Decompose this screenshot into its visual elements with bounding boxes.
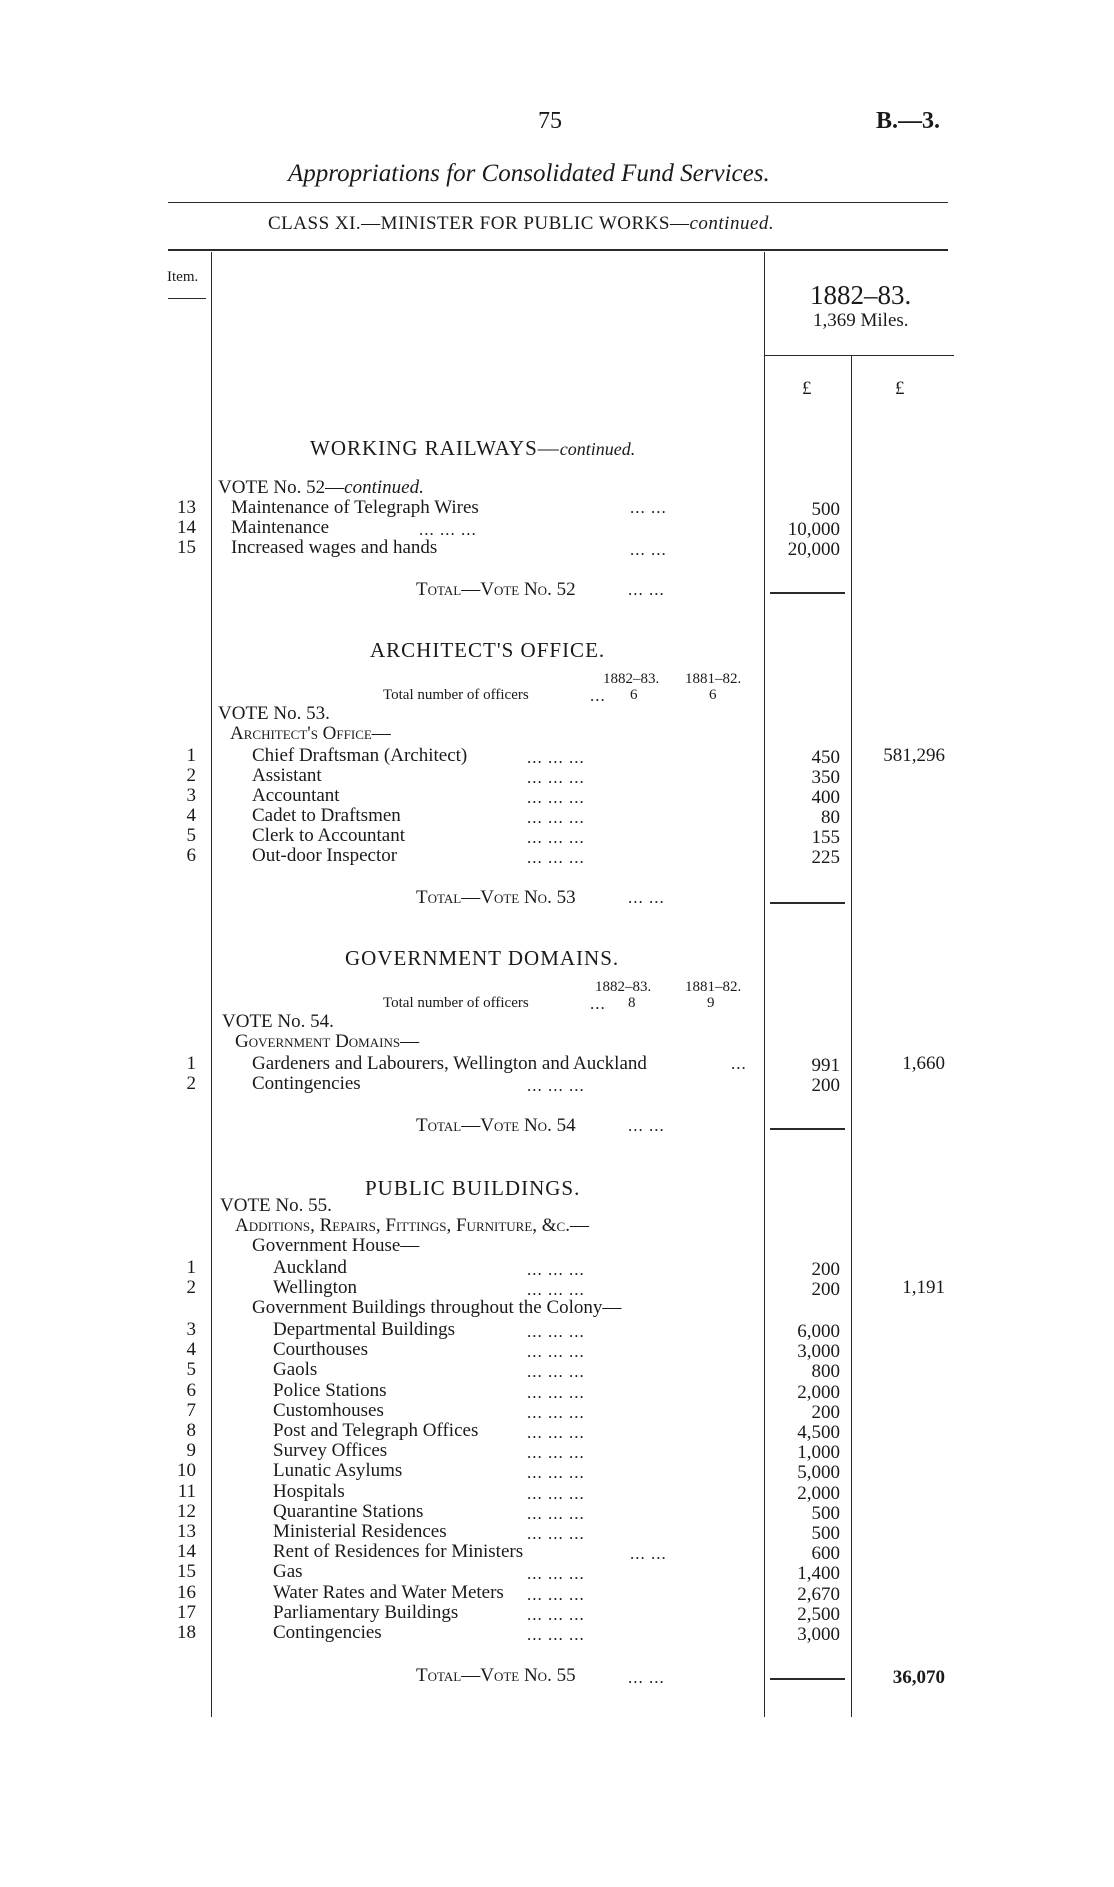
leader-dots: ... ... ... (527, 768, 585, 787)
line-item-amount: 500 (811, 1503, 840, 1524)
year-header: 1882–83. (810, 280, 912, 310)
officers-label: Total number of officers (383, 687, 529, 703)
page-number: 75 (538, 108, 562, 134)
officers-count-a: 8 (628, 995, 636, 1011)
item-number: 11 (177, 1481, 196, 1502)
line-item-label: Wellington (273, 1277, 357, 1298)
line-item-label: Hospitals (273, 1481, 345, 1502)
line-item-label: Departmental Buildings (273, 1319, 456, 1340)
item-number: 7 (186, 1400, 196, 1421)
line-item-amount: 600 (811, 1543, 840, 1564)
line-item-label: Customhouses (273, 1400, 384, 1421)
item-number: 5 (186, 1359, 196, 1380)
line-item-label: Clerk to Accountant (252, 825, 406, 846)
total-vote-55-label: Total—Vote No. 55 (416, 1665, 576, 1686)
item-number: 3 (186, 1319, 196, 1340)
item-number: 3 (186, 785, 196, 806)
leader-dots: ... ... ... (527, 1322, 585, 1341)
leader-dots: ... ... ... (527, 848, 585, 867)
currency-symbol-2: £ (895, 378, 905, 399)
line-item-amount: 800 (811, 1361, 840, 1382)
section-heading-government-domains: GOVERNMENT DOMAINS. (345, 946, 620, 970)
government-house-subhead: Government House— (252, 1235, 420, 1256)
leader-dots: ... ... ... (527, 1524, 585, 1543)
working-railways-heading-text: WORKING RAILWAYS— (310, 436, 560, 460)
leader-dots: ... ... ... (527, 1423, 585, 1442)
line-item-label: Lunatic Asylums (273, 1460, 403, 1481)
line-item-label: Gas (273, 1561, 303, 1582)
currency-symbol-1: £ (802, 378, 812, 399)
leader-dots: ... ... ... (527, 1504, 585, 1523)
government-buildings-subhead: Government Buildings throughout the Colony— (252, 1297, 622, 1318)
vote-52-continued: continued. (344, 477, 424, 498)
item-column-header: Item. (167, 269, 199, 285)
leader-dots: ... ... (630, 540, 667, 559)
leader-dots: ... (590, 994, 606, 1013)
vote-52-label: VOTE No. 52— (218, 477, 345, 498)
line-item-amount: 200 (811, 1075, 840, 1096)
item-number: 9 (186, 1440, 196, 1461)
leader-dots: ... ... ... (527, 808, 585, 827)
leader-dots: ... ... (628, 888, 665, 907)
year-label-b: 1881–82. (685, 979, 742, 995)
item-column-divider (211, 252, 212, 1717)
class-heading-text: CLASS XI.—MINISTER FOR PUBLIC WORKS— (268, 213, 690, 234)
leader-dots: ... ... ... (527, 1484, 585, 1503)
vote-55-total: 36,070 (892, 1667, 945, 1688)
item-number: 6 (186, 845, 196, 866)
public-buildings-subhead: Additions, Repairs, Fittings, Furniture, &c.— (235, 1215, 589, 1236)
vote-53-heading: VOTE No. 53. (218, 703, 330, 724)
officers-count-a: 6 (630, 687, 638, 703)
leader-dots: ... ... ... (527, 1443, 585, 1462)
line-item-label: Cadet to Draftsmen (252, 805, 401, 826)
year-label-a: 1882–83. (595, 979, 652, 995)
item-number: 1 (186, 745, 196, 766)
leader-dots: ... ... ... (527, 1605, 585, 1624)
working-railways-heading-continued: continued. (559, 439, 636, 459)
item-number: 14 (177, 517, 196, 538)
leader-dots: ... (731, 1054, 747, 1073)
item-number: 18 (177, 1622, 196, 1643)
line-item-amount: 155 (811, 827, 840, 848)
subtotal-rule (770, 1128, 845, 1130)
leader-dots: ... ... ... (527, 1564, 585, 1583)
line-item-amount: 2,000 (797, 1382, 840, 1403)
line-item-amount: 2,000 (797, 1483, 840, 1504)
leader-dots: ... ... (630, 1544, 667, 1563)
item-number: 1 (186, 1257, 196, 1278)
officers-count-b: 9 (707, 995, 715, 1011)
leader-dots: ... ... (630, 498, 667, 517)
vote-55-heading: VOTE No. 55. (220, 1195, 332, 1216)
item-number: 6 (186, 1380, 196, 1401)
leader-dots: ... ... ... (527, 1076, 585, 1095)
leader-dots: ... ... ... (527, 788, 585, 807)
miles-header: 1,369 Miles. (813, 310, 909, 331)
item-number: 4 (186, 1339, 196, 1360)
vote-52-total: 581,296 (883, 745, 945, 766)
total-column-divider (851, 355, 852, 1717)
line-item-amount: 991 (811, 1055, 840, 1076)
vote-54-total: 1,191 (902, 1277, 945, 1298)
vote-52-heading (218, 478, 424, 498)
item-number: 8 (186, 1420, 196, 1441)
line-item-label: Survey Offices (273, 1440, 388, 1461)
leader-dots: ... ... (628, 1668, 665, 1687)
line-item-amount: 200 (811, 1402, 840, 1423)
year-label-a: 1882–83. (603, 671, 660, 687)
line-item-amount: 500 (811, 499, 840, 520)
header-rule (168, 202, 948, 203)
year-label-b: 1881–82. (685, 671, 742, 687)
page-title: Appropriations for Consolidated Fund Services. (288, 160, 770, 187)
subtotal-rule (770, 902, 845, 904)
item-number: 2 (186, 765, 196, 786)
line-item-amount: 350 (811, 767, 840, 788)
line-item-amount: 225 (811, 847, 840, 868)
item-number: 2 (186, 1277, 196, 1298)
item-number: 14 (177, 1541, 196, 1562)
line-item-amount: 20,000 (787, 539, 840, 560)
subtotal-rule (770, 592, 845, 594)
total-vote-54-label: Total—Vote No. 54 (416, 1115, 576, 1136)
line-item-amount: 1,000 (797, 1442, 840, 1463)
class-heading (268, 213, 774, 235)
line-item-amount: 450 (811, 747, 840, 768)
total-vote-53-label: Total—Vote No. 53 (416, 887, 576, 908)
leader-dots: ... ... ... (527, 1260, 585, 1279)
government-domains-subhead: Government Domains— (235, 1031, 420, 1052)
line-item-label: Auckland (273, 1257, 347, 1278)
leader-dots: ... ... ... (527, 1585, 585, 1604)
line-item-label: Contingencies (252, 1073, 361, 1094)
item-number: 1 (186, 1053, 196, 1074)
class-heading-continued: continued. (689, 213, 775, 234)
line-item-label: Courthouses (273, 1339, 368, 1360)
line-item-amount: 200 (811, 1259, 840, 1280)
item-number: 4 (186, 805, 196, 826)
line-item-label: Police Stations (273, 1380, 387, 1401)
table-top-rule (168, 249, 948, 251)
document-reference: B.—3. (876, 108, 941, 134)
section-heading-public-buildings: PUBLIC BUILDINGS. (365, 1176, 581, 1200)
line-item-label: Chief Draftsman (Architect) (252, 745, 468, 766)
leader-dots: ... ... (628, 1116, 665, 1135)
item-number: 17 (177, 1602, 196, 1623)
item-number: 10 (177, 1460, 196, 1481)
leader-dots: ... ... ... (527, 748, 585, 767)
line-item-amount: 200 (811, 1279, 840, 1300)
line-item-label: Gardeners and Labourers, Wellington and Auckland (252, 1053, 647, 1074)
line-item-amount: 2,670 (797, 1584, 840, 1605)
leader-dots: ... ... ... (527, 1403, 585, 1422)
line-item-label: Gaols (273, 1359, 318, 1380)
line-item-label: Out-door Inspector (252, 845, 398, 866)
item-number: 2 (186, 1073, 196, 1094)
item-number: 13 (177, 497, 196, 518)
line-item-amount: 80 (821, 807, 840, 828)
line-item-label: Assistant (252, 765, 322, 786)
line-item-label: Contingencies (273, 1622, 382, 1643)
leader-dots: ... (590, 686, 606, 705)
leader-dots: ... ... ... (527, 1463, 585, 1482)
item-header-rule (168, 298, 206, 299)
line-item-amount: 400 (811, 787, 840, 808)
line-item-amount: 3,000 (797, 1341, 840, 1362)
officers-count-b: 6 (709, 687, 717, 703)
line-item-amount: 5,000 (797, 1462, 840, 1483)
item-number: 15 (177, 1561, 196, 1582)
line-item-label: Parliamentary Buildings (273, 1602, 459, 1623)
column-header-rule (764, 355, 954, 356)
line-item-label: Rent of Residences for Ministers (273, 1541, 524, 1562)
line-item-label: Quarantine Stations (273, 1501, 424, 1522)
leader-dots: ... ... ... (527, 828, 585, 847)
item-number: 16 (177, 1582, 196, 1603)
line-item-label: Maintenance of Telegraph Wires (231, 497, 479, 518)
item-number: 12 (177, 1501, 196, 1522)
leader-dots: ... ... ... (527, 1342, 585, 1361)
section-heading-architects-office: ARCHITECT'S OFFICE. (370, 638, 606, 662)
subtotal-rule (770, 1678, 845, 1680)
line-item-amount: 500 (811, 1523, 840, 1544)
line-item-amount: 6,000 (797, 1321, 840, 1342)
line-item-amount: 4,500 (797, 1422, 840, 1443)
line-item-label: Accountant (252, 785, 340, 806)
line-item-label: Water Rates and Water Meters (273, 1582, 504, 1603)
line-item-amount: 2,500 (797, 1604, 840, 1625)
line-item-label: Maintenance (231, 517, 330, 538)
line-item-label: Ministerial Residences (273, 1521, 447, 1542)
line-item-amount: 3,000 (797, 1624, 840, 1645)
leader-dots: ... ... ... (527, 1625, 585, 1644)
line-item-amount: 10,000 (787, 519, 840, 540)
total-vote-52-label: Total—Vote No. 52 (416, 579, 576, 600)
architects-office-subhead: Architect's Office— (230, 723, 391, 744)
leader-dots: ... ... ... (527, 1383, 585, 1402)
line-item-label: Post and Telegraph Offices (273, 1420, 479, 1441)
item-number: 15 (177, 537, 196, 558)
leader-dots: ... ... (628, 580, 665, 599)
item-number: 5 (186, 825, 196, 846)
item-number: 13 (177, 1521, 196, 1542)
vote-54-heading: VOTE No. 54. (222, 1011, 334, 1032)
leader-dots: ... ... ... (419, 520, 477, 539)
officers-label: Total number of officers (383, 995, 529, 1011)
line-item-amount: 1,400 (797, 1563, 840, 1584)
vote-53-total: 1,660 (902, 1053, 945, 1074)
section-heading-working-railways (310, 436, 635, 461)
line-item-label: Increased wages and hands (231, 537, 438, 558)
leader-dots: ... ... ... (527, 1362, 585, 1381)
leader-dots: ... ... ... (527, 1280, 585, 1299)
